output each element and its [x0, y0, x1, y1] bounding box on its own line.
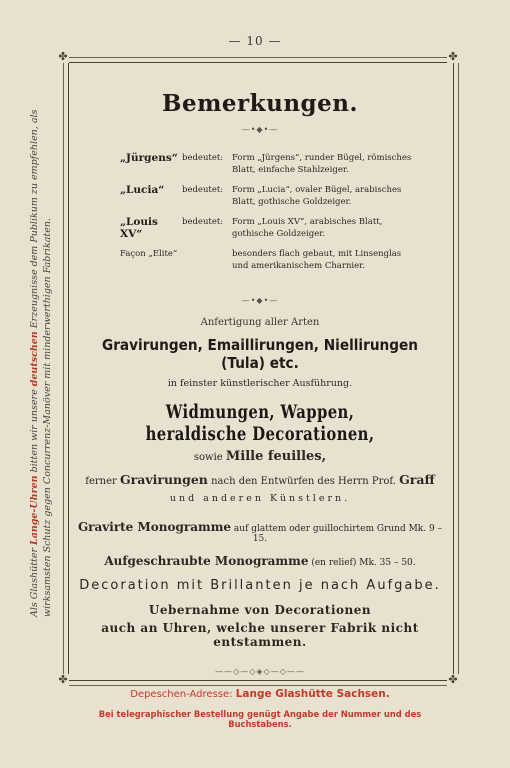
term-name: „Jürgens“: [120, 152, 178, 164]
side-note-highlight-lange: Lange-Uhren: [29, 475, 40, 545]
corner-ornament-top-right: ✤: [448, 50, 458, 63]
monogramme-line-2: [75, 554, 445, 568]
facon-name: Façon „Elite“: [120, 249, 178, 259]
term-means: bedeutet:: [182, 185, 224, 195]
depeschen-label: Depeschen-Adresse:: [130, 689, 233, 700]
ornament-divider-top: —•◆•—: [241, 125, 279, 134]
term-means: bedeutet:: [182, 217, 224, 227]
mille-feuilles: Mille feuilles,: [225, 449, 327, 464]
term-desc: Form „Lucia“, ovaler Bügel, arabisches Blatt, gothische Goldzeiger.: [232, 185, 402, 207]
ornament-divider-bottom: ——◇—◇◈◇—◇——: [215, 667, 305, 676]
facon-row: [120, 248, 445, 272]
side-note-tail: Erzeugnisse dem Publikum zu empfehlen, als wirksamsten Schutz gegen Concurrenz-Manöver mit minderwerthigen Fabrikaten.: [29, 109, 53, 617]
ferner-middle: nach den Entwürfen des Herrn Prof.: [211, 476, 396, 487]
ferner-gravirungen: Gravirungen: [119, 472, 208, 487]
anfertigung-heading: Anfertigung aller Arten: [200, 317, 320, 328]
widmungen-heading: Widmungen, Wappen, heraldische Decorationen,: [145, 401, 375, 445]
kunst-subheading: in feinster künstlerischer Ausführung.: [167, 378, 353, 389]
term-name: „Louis XV“: [120, 216, 158, 240]
gravierungen-heading: Gravirungen, Emaillirungen, Niellirungen (Tula) etc.: [101, 336, 418, 372]
monogramme-1-title: Gravirte Monogramme: [77, 520, 232, 534]
term-name: „Lucia“: [120, 184, 165, 196]
corner-ornament-bottom-right: ✤: [448, 673, 458, 686]
term-desc: Form „Louis XV“, arabisches Blatt, gothische Goldzeiger.: [232, 217, 383, 239]
term-row: [120, 152, 445, 176]
monogramme-line-1: [75, 520, 445, 544]
side-note-lead: Als Glashütter: [29, 544, 40, 617]
depeschen-adresse: [75, 688, 445, 700]
ornament-divider-middle: —•◆•—: [241, 296, 279, 305]
telegraph-note: Bei telegraphischer Bestellung genügt Angabe der Nummer und des Buchstabens.: [98, 710, 422, 730]
side-note: [28, 77, 54, 617]
ferner-name: Graff: [399, 472, 435, 487]
corner-ornament-bottom-left: ✤: [58, 673, 68, 686]
page-number: — 10 —: [228, 34, 282, 48]
term-means: bedeutet:: [182, 153, 224, 163]
monogramme-1-price: auf glattem oder guillochirtem Grund Mk. 9 – 15.: [233, 524, 443, 544]
corner-ornament-top-left: ✤: [58, 50, 68, 63]
content: [75, 80, 445, 730]
ferner-line: [75, 472, 445, 487]
facon-desc: besonders flach gebaut, mit Linsenglas und amerikanischem Charnier.: [232, 249, 402, 271]
sowie-line: [75, 449, 445, 464]
term-row: [120, 216, 445, 240]
kuenstler-line: und anderen Künstlern.: [169, 493, 351, 504]
side-note-highlight-deutschen: deutschen: [29, 331, 40, 387]
sowie-prefix: sowie: [193, 452, 223, 463]
term-row: [120, 184, 445, 208]
decoration-line: Decoration mit Brillanten je nach Aufgabe.: [79, 578, 441, 593]
terms-list: [120, 152, 445, 240]
monogramme-2-price: (en relief) Mk. 35 – 50.: [311, 558, 416, 568]
auch-line: auch an Uhren, welche unserer Fabrik nicht entstammen.: [101, 621, 419, 649]
side-note-middle: bitten wir unsere: [29, 386, 40, 476]
page-title: Bemerkungen.: [162, 90, 358, 117]
term-desc: Form „Jürgens“, runder Bügel, römisches Blatt, einfache Stahlzeiger.: [232, 153, 412, 175]
uebernahme-line: Uebernahme von Decorationen: [148, 603, 372, 617]
depeschen-value: Lange Glashütte Sachsen.: [235, 688, 390, 700]
monogramme-2-title: Aufgeschraubte Monogramme: [104, 554, 309, 568]
ferner-prefix: ferner: [85, 476, 117, 487]
